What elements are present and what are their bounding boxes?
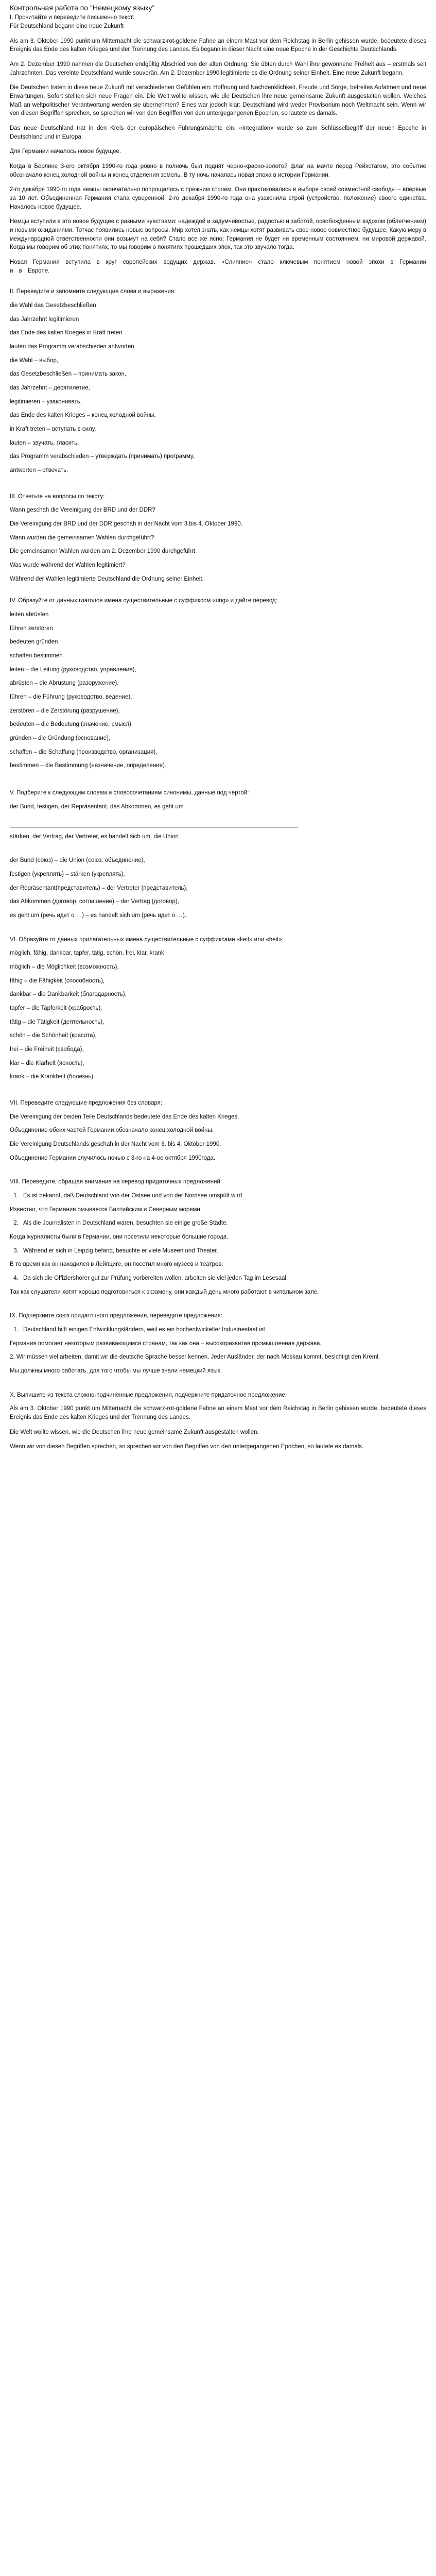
adjective-line: klar – die Klarheit (ясность), [10,1060,84,1066]
synonym-line: festigen (укреплять) – stärken (укреплять), [10,871,125,877]
word-line: schaffen bestimmen [10,653,63,659]
list-item: 2. Als die Journalisten in Deutschland waren, besuchten sie einige große Städte. [20,1219,426,1228]
word-line: schaffen – die Schaffung (производство, организация), [10,749,158,755]
vocab-line: das Programm verabschieden – утверждать (принимать) программу, [10,453,195,460]
word-line: bedeuten – die Bedeutung (значение, смысл), [10,721,133,728]
list-item: 1. Es ist bekannt, daß Deutschland von der Ostsee und von der Nordsee umspült wird. [20,1192,426,1200]
adjective-line: tapfer – die Tapferkeit (храбрость), [10,1005,102,1011]
complex-sentence: Wenn wir von diesen Begriffen sprechen, so sprechen wir von den Begriffen von den untergegangenen Epochen, so lautete es damals. [10,1444,364,1450]
task-6-heading: VI. Образуйте от данных прилагательных имена существительные с суффиксами «keit» или «heit»: [10,936,284,943]
translation-line: В то время как он находился в Лейпциге, он посетил много музеев и театров. [10,1261,223,1268]
list-item: 4. Da sich die Offiziershörer gut zur Prüfung vorbereiten wollen, arbeiten sie viel jeden Tag im Lesesaal. [20,1274,426,1283]
adjective-line: krank – die Krankheit (болезнь). [10,1074,95,1080]
vocab-line: die Wahl das Gesetzbeschließen [10,302,96,309]
vocab-line: das Ende des kalten Krieges – конец холодной войны, [10,412,156,419]
numbered-list [10,1192,426,1200]
german-paragraph: Als am 3. Oktober 1990 punkt um Mitternacht die schwarz-rot-goldene Fahne an einem Mast vor dem Reichstag in Berlin gehissen wurde, bedeutete dieses Ereignis das Ende des kalten Krieges und der Trennung des Landes. Es begann in dieser Nacht eine neue Epoche in der Geschichte Deutschlands. [10,38,426,53]
word-line: führen – die Führung (руководство, ведение), [10,694,132,701]
word-line: leiten abrüsten [10,612,49,618]
word-line: bestimmen – die Bestimmung (назначение, определение). [10,762,167,769]
question-line: Was wurde während der Wahlen legitimiert? [10,562,126,569]
synonym-options-line: stärken, der Vertrag, der Vertreter, es handelt sich um, die Union [10,833,179,840]
task-8-heading: VIII. Переведите, обращая внимание на перевод придаточных предложений: [10,1179,222,1185]
task-3-heading: III. Ответьте на вопросы по тексту: [10,493,105,500]
task-9-heading: IX. Подчеркните союз придаточного предложения, переведите предложения: [10,1313,222,1319]
synonym-line: der Repräsentant(представитель) – der Vertreter (представитель), [10,885,188,891]
complex-sentence: Als am 3. Oktober 1990 punkt um Mitternacht die schwarz-rot-goldene Fahne an einem Mast vor dem Reichstag in Berlin gehissen wurde, bedeutete dieses Ereignis das Ende des kalten Krieges und der Trennung des Landes. [10,1405,426,1421]
vocab-line: lauten das Programm verabschieden antworten [10,344,134,350]
german-paragraph: Am 2. Dezember 1990 nahmen die Deutschen endgültig Abschied von der alten Ordnung. Sie übten durch Wahl ihre gewonnene Freiheit aus – erstmals seit Jahrzehnten. Das vereinte Deutschland wurde souverän. Am 2. Dezember 1990 legitimierte es die Ordnung seiner Einheit. Eine neue Zukunft begann. [10,61,426,76]
german-paragraph: Die Deutschen traten in diese neue Zukunft mit verschiedenen Gefühlen ein: Hoffnung und Nachdenklichkeit, Freude und Sorge, befreites Aufatmen und neue Erwartungen. Sofort stellten sich neue Fragen ein. Die Welt wollte wissen, wie die Deutschen ihre neue gemeinsame Zukunft ausgestalten wollen. Welches Maß an weltpolitischer Verantwortung werden sie übernehmen? Eines war jedoch klar: Deutschland wird weder Provisorium noch Weltmacht sein. Wenn wir von diesen Begriffen sprechen, so sprechen wir von den Begriffen von den untergegangenen Epochen, so lautete es damals. [10,84,426,117]
translation-line: Мы должны много работать, для того чтобы мы лучше знали немецкий язык. [10,1368,222,1375]
vocab-line: lauten – звучать, гласить, [10,439,79,446]
vocab-line: das Ende des kalten Krieges in Kraft treten [10,330,123,336]
numbered-list [10,1274,426,1283]
numbered-list [10,1326,426,1334]
vocab-line: die Wahl – выбор, [10,357,59,364]
task-7-heading: VII. Переведите следующие предложения без словаря: [10,1099,163,1106]
translation-line: Так как слушатели хотят хорошо подготовиться к экзамену, они каждый день много работают в читальном зале. [10,1289,319,1295]
word-line: zerstören – die Zerstörung (разрушение), [10,707,120,714]
adjective-line: möglich, fähig, dankbar, tapfer, tätig, schön, frei, klar, krank [10,950,164,957]
adjective-line: fähig – die Fähigkeit (способность), [10,977,104,984]
sentence-line: Объединение Германии случилось ночью с 3-го на 4-ое октября 1990года. [10,1155,215,1161]
russian-paragraph: 2-го декабря 1990-го года немцы окончательно попрощались с прежним строем. Они практиковались в выборе своей совместной свободы – впервые за 10 лет. Объединенная Германия стала суверенной. 2-го декабря 1990-го года она узаконила строй (устройство, положение) своего единства. Началось новое будущее. [10,187,426,210]
task-10-heading: X. Выпишите из текста сложно-подчинённые предложения, подчеркните придаточное предложение: [10,1392,287,1398]
question-line: Wann geschah die Vereinigung der BRD und der DDR? [10,507,155,514]
russian-paragraph: Новая Германия вступила в круг европейских ведущих держав. «Слияние» стало ключевым понятием новой эпохи в Германии и в Европе. [10,259,426,274]
answer-line: Die gemeinsamen Wahlen wurden am 2. Dezember 1990 durchgeführt. [10,548,197,555]
word-line: führen zerstören [10,625,53,632]
synonym-line: der Bund (союз) – die Union (союз, объединение), [10,857,145,864]
adjective-line: frei – die Freiheit (свобода), [10,1046,84,1053]
separator-line [10,817,298,827]
translation-line: Когда журналисты были в Германии, они посетили некоторые большие города. [10,1233,229,1240]
task-1-heading: I. Прочитайте и переведите письменно текст: [10,14,135,21]
question-line: Wann wurden die gemeinsamen Wahlen durchgeführt? [10,534,154,541]
sentence-line: Die Vereinigung Deutschlands geschah in der Nacht vom 3. bis 4. Oktober 1990. [10,1141,221,1147]
answer-line: Die Vereinigung der BRD und der DDR geschah in der Nacht vom 3.bis 4. Oktober 1990. [10,521,242,528]
translation-line: Германия помогает некоторым развивающимся странам, так как она – высокоразвитая промышленная держава. [10,1340,322,1347]
task-4-heading: IV. Образуйте от данных глаголов имена существительные с суффиксом «ung» и дайте перевод: [10,598,277,604]
german-paragraph: Das neue Deutschland trat in den Kreis der europäischen Führungsmächte ein. «Integration» wurde so zum Schlüsselbegriff der neuen Epoche in Deutschland und in Europa. [10,125,426,140]
sentence-line: Die Vereinigung der beiden Teile Deutschlands bedeutete das Ende des kalten Krieges. [10,1113,239,1120]
russian-paragraph: Когда в Берлине 3-его октября 1990-го года ровно в полночь был поднят черно-красно-золотой флаг на мачте перед Рейхстагом, это событие обозначало конец холодной войны и конец отделения земель. В ту ночь началась новая эпоха в истории Германии. [10,163,426,178]
word-line: gründen – die Gründung (основание), [10,735,111,742]
german-text-title: Für Deutschland begann eine neue Zukunft [10,23,124,29]
numbered-list [10,1219,426,1228]
complex-sentence: Die Welt wollte wissen, wie die Deutschen ihre neue gemeinsame Zukunft ausgestalten wollen. [10,1429,259,1435]
adjective-line: tätig – die Tätigkeit (деятельность), [10,1019,104,1025]
russian-text-title: Для Германии началось новое будущее. [10,148,121,155]
sentence-line: 2. Wir müssen viel arbeiten, damit wir die deutsche Sprache besser kennen. Jeder Ausländer, der nach Moskau kommt, besichtigt den Kreml. [10,1354,380,1361]
vocab-line: in Kraft treten – вступать в силу, [10,426,96,433]
sentence-line: Объединение обеих частей Германии обозначало конец холодной войны. [10,1127,214,1134]
vocab-line: das Jahrzehnt legitimieren [10,316,79,323]
document [10,0,426,1451]
adjective-line: schön – die Schönheit (красота), [10,1032,97,1039]
translation-line: Известно, что Германия омывается Балтийским и Северным морями. [10,1206,202,1213]
document-title: Контрольная работа по "Немецкому языку" [10,4,155,12]
task-2-heading: II. Переведите и запомните следующие слова и выражения: [10,289,176,295]
task-5-heading: V. Подберите к следующим словам и словосочетаниям синонимы, данные под чертой: [10,790,249,796]
synonym-line: es geht um (речь идет о …) – es handelt sich um (речь идет о …). [10,912,187,919]
russian-paragraph: Немцы вступили в это новое будущее с разными чувствами: надеждой и задумчивостью, радостью и заботой, освобожденным вздохом (облегчением) и новыми ожиданиями. Тотчас появились новые вопросы. Мир хотел знать, как немцы хотят развивать свое новое совместное будущее. Какую меру в международной ответственности они возьмут на себя? Стало все же ясно; Германия не будет ни временным состоянием, ни мировой державой. Когда мы говорим об этих понятиях, то мы говорим о понятиях прошедших эпох, так это звучало тогда. [10,218,427,251]
synonym-line: das Abkommen (договор, соглашение) – der Vertrag (договор), [10,899,179,905]
word-line: leiten – die Leitung (руководство, управление), [10,666,136,673]
vocab-line: das Gesetzbeschließen – принимать закон, [10,371,127,378]
vocab-line: das Jahrzehnt – десятилетие, [10,385,90,392]
adjective-line: möglich – die Möglichkeit (возможность), [10,963,119,970]
list-item: 1. Deutschland hilft einigen Entwicklungsländern, weil es ein hochentwickelter Industriestaat ist. [20,1326,426,1334]
word-line: bedeuten gründen [10,639,58,646]
answer-line: Während der Wahlen legitimierte Deutschland die Ordnung seiner Einheit. [10,575,204,582]
word-line: abrüsten – die Abrüstung (разоружение), [10,680,119,687]
list-item: 3. Während er sich in Leipzig befand, besuchte er viele Museen und Theater. [20,1247,426,1256]
vocab-line: antworten – отвечать. [10,467,68,474]
numbered-list [10,1247,426,1256]
vocab-line: legitimieren – узаконивать, [10,398,82,405]
adjective-line: dankbar – die Dankbarkeit (благодарность), [10,991,127,998]
synonym-source-line: der Bund, festigen, der Repräsentant, das Abkommen, es geht um [10,803,184,810]
